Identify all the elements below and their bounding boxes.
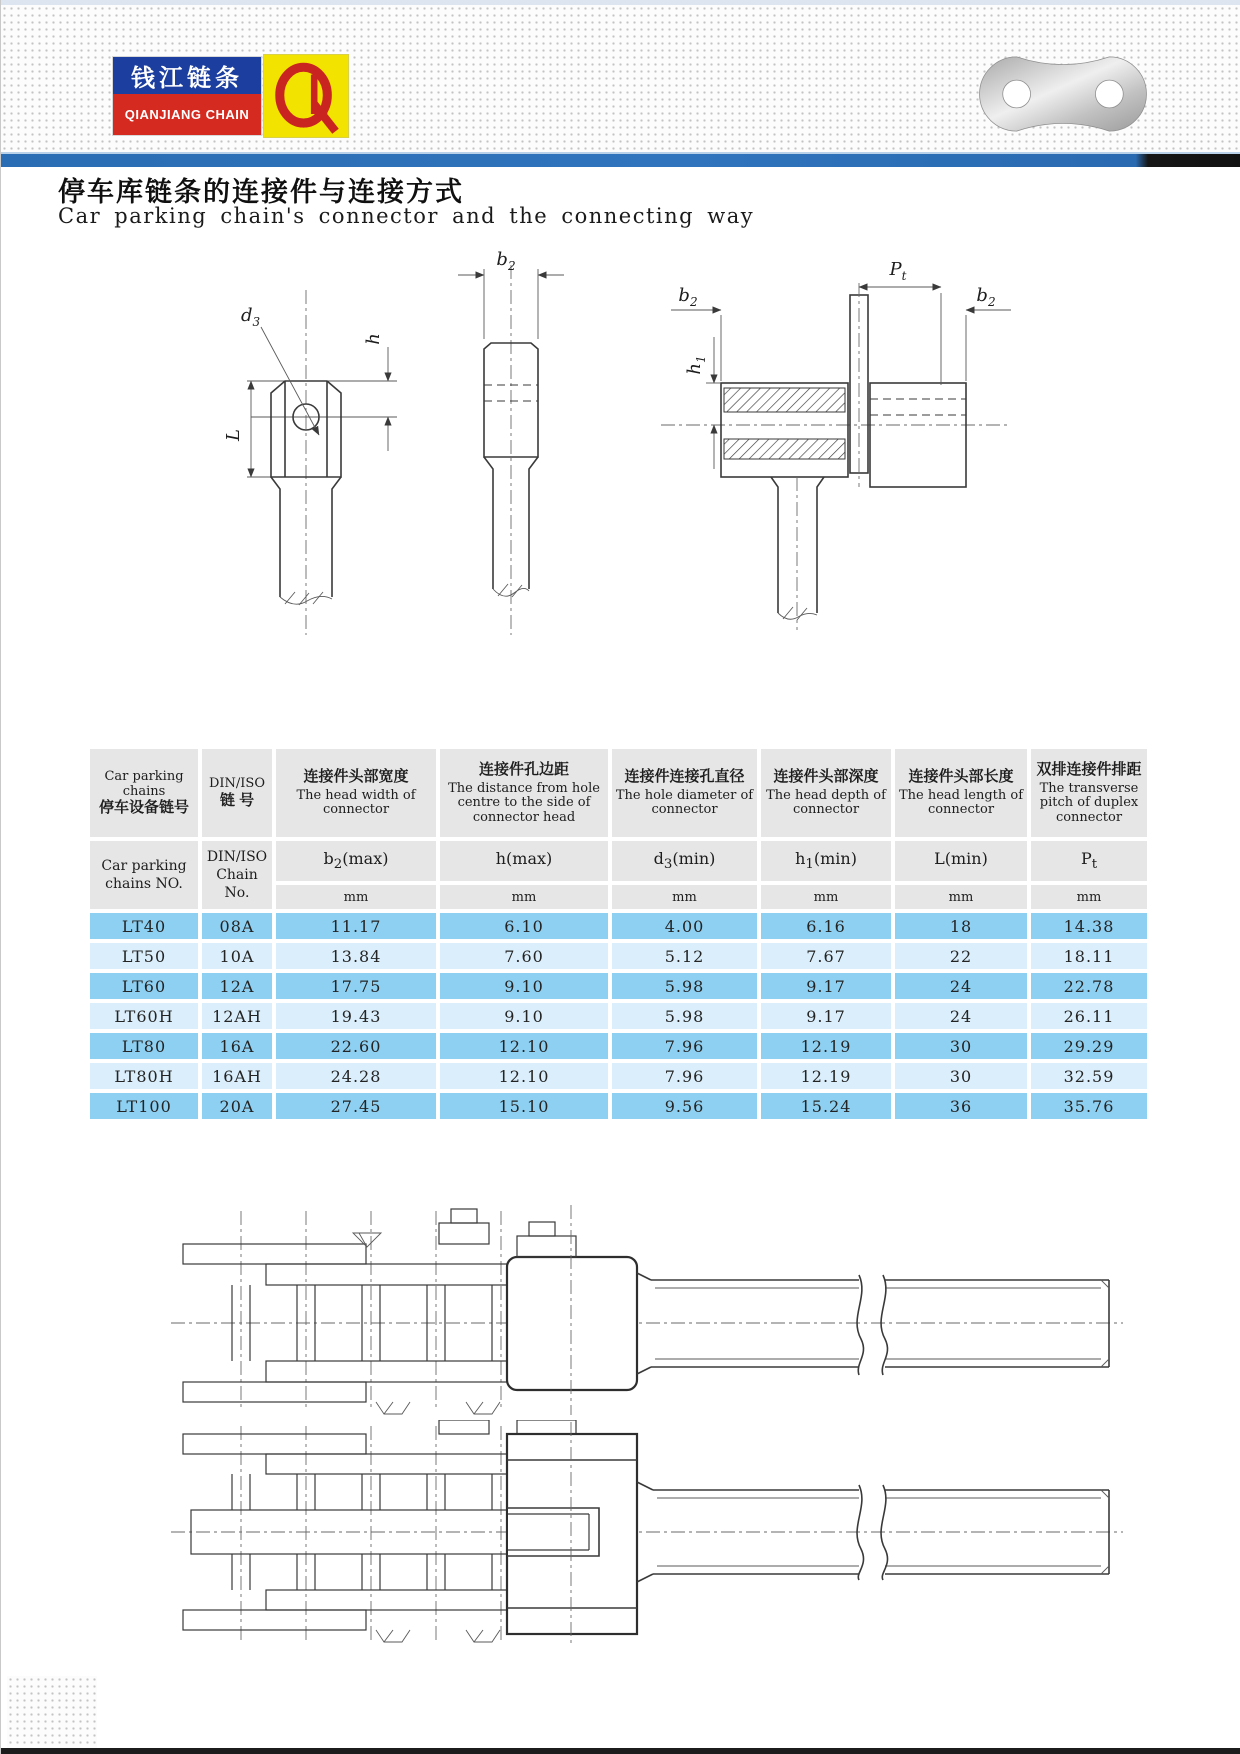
symbol-b2-base: b <box>323 849 334 869</box>
header-head-length <box>895 749 1027 837</box>
cell-b2: 11.17 <box>276 913 436 939</box>
cell-h: 12.10 <box>440 1033 608 1059</box>
cell-h: 9.10 <box>440 973 608 999</box>
cell-pt: 22.78 <box>1031 973 1147 999</box>
cell-d3: 7.96 <box>612 1033 757 1059</box>
cell-h: 9.10 <box>440 1003 608 1029</box>
cell-b2: 22.60 <box>276 1033 436 1059</box>
dim-label-b2-side <box>496 249 515 273</box>
divider-band <box>1 152 1240 167</box>
page-bottom-rule <box>1 1748 1240 1754</box>
cell-pt: 35.76 <box>1031 1093 1147 1119</box>
cell-L: 30 <box>895 1033 1027 1059</box>
header-col1-en: Car parking chains <box>104 769 184 799</box>
dim-label-d3 <box>241 305 261 329</box>
symbol-h1-base: h <box>795 849 806 869</box>
header-din-iso <box>202 749 272 837</box>
unit-d3: mm <box>612 885 757 909</box>
cell-d3: 4.00 <box>612 913 757 939</box>
cell-chain-no: LT40 <box>90 913 198 939</box>
corner-dot-texture <box>7 1676 97 1748</box>
cell-pt: 18.11 <box>1031 943 1147 969</box>
symbol-b2-max <box>276 841 436 881</box>
cell-din: 08A <box>202 913 272 939</box>
brand-logo-chinese: 钱江链条 <box>113 57 261 94</box>
cell-d3: 5.98 <box>612 1003 757 1029</box>
cell-chain-no: LT80H <box>90 1063 198 1089</box>
header-head-depth-en: The head depth of connector <box>766 787 886 818</box>
page-title-english: Car parking chain's connector and the connecting way <box>58 204 755 228</box>
symbol-b2-suffix: (max) <box>342 849 389 869</box>
cell-d3: 5.12 <box>612 943 757 969</box>
cell-b2: 13.84 <box>276 943 436 969</box>
symbol-d3-base: d <box>653 849 664 869</box>
connector-side-view-drawing <box>456 235 586 650</box>
table-row <box>90 913 1147 939</box>
unit-h: mm <box>440 885 608 909</box>
dim-label-h1-base: h <box>684 363 705 375</box>
cell-din: 12AH <box>202 1003 272 1029</box>
cell-h: 12.10 <box>440 1063 608 1089</box>
header-head-width <box>276 749 436 837</box>
unit-h1: mm <box>761 885 891 909</box>
header-din-chain-no: DIN/ISO Chain No. <box>202 841 272 909</box>
header-col1-zh: 停车设备链号 <box>98 799 189 817</box>
dim-label-h1 <box>684 355 708 374</box>
header-hole-edge-distance-en: The distance from hole centre to the side of connector head <box>448 780 600 825</box>
cell-L: 24 <box>895 1003 1027 1029</box>
dim-label-d3-sub: 3 <box>252 315 261 329</box>
cell-h1: 7.67 <box>761 943 891 969</box>
header-hole-edge-distance <box>440 749 608 837</box>
symbol-h1-min <box>761 841 891 881</box>
cell-chain-no: LT60H <box>90 1003 198 1029</box>
dim-label-b2-right <box>976 285 995 309</box>
cell-h1: 6.16 <box>761 913 891 939</box>
symbol-L-base: L <box>934 849 945 869</box>
dim-label-pt-sub: t <box>901 269 907 283</box>
dim-label-b2-sub: 2 <box>507 259 516 273</box>
table-row <box>90 943 1147 969</box>
cell-din: 16A <box>202 1033 272 1059</box>
cell-h1: 12.19 <box>761 1033 891 1059</box>
cell-b2: 24.28 <box>276 1063 436 1089</box>
symbol-d3-sub: 3 <box>663 857 673 873</box>
table-row <box>90 973 1147 999</box>
cell-din: 10A <box>202 943 272 969</box>
symbol-pt-sub: t <box>1091 857 1098 873</box>
symbol-h-max <box>440 841 608 881</box>
cell-L: 22 <box>895 943 1027 969</box>
dim-label-d3-base: d <box>241 305 253 326</box>
connector-spec-table <box>86 745 1151 1123</box>
header-transverse-pitch-zh: 双排连接件排距 <box>1036 760 1142 778</box>
cell-b2: 19.43 <box>276 1003 436 1029</box>
dim-label-b2-base: b <box>496 249 508 270</box>
cell-h: 6.10 <box>440 913 608 939</box>
cell-h: 7.60 <box>440 943 608 969</box>
header-col2-zh: 链 号 <box>219 791 255 809</box>
header-hole-diameter <box>612 749 757 837</box>
dim-label-L: L <box>223 429 244 441</box>
header-head-width-en: The head width of connector <box>296 787 416 818</box>
cell-L: 30 <box>895 1063 1027 1089</box>
connector-front-view-drawing <box>151 235 461 650</box>
ql-monogram-icon <box>264 55 348 137</box>
symbol-d3-suffix: (min) <box>672 849 716 869</box>
symbol-pt-base: P <box>1080 849 1092 869</box>
chain-link-plate-image <box>978 53 1148 135</box>
brand-logo-english: QIANJIANG CHAIN <box>113 94 261 135</box>
cell-chain-no: LT60 <box>90 973 198 999</box>
dim-label-pt-base: P <box>889 259 902 280</box>
header-head-depth-zh: 连接件头部深度 <box>773 768 879 786</box>
header-chains-no: Car parking chains NO. <box>90 841 198 909</box>
cell-din: 20A <box>202 1093 272 1119</box>
symbol-h1-sub: 1 <box>805 857 814 873</box>
cell-chain-no: LT50 <box>90 943 198 969</box>
cell-pt: 32.59 <box>1031 1063 1147 1089</box>
unit-L: mm <box>895 885 1027 909</box>
cell-d3: 9.56 <box>612 1093 757 1119</box>
dim-label-b2-right-base: b <box>976 285 988 306</box>
symbol-h-base: h <box>495 849 507 869</box>
header-transverse-pitch <box>1031 749 1147 837</box>
header-head-length-en: The head length of connector <box>898 787 1024 818</box>
symbol-h-suffix: (max) <box>506 849 553 869</box>
cell-L: 36 <box>895 1093 1027 1119</box>
header-car-parking-chains <box>90 749 198 837</box>
cell-L: 18 <box>895 913 1027 939</box>
symbol-b2-sub: 2 <box>333 857 343 873</box>
cell-L: 24 <box>895 973 1027 999</box>
cell-pt: 29.29 <box>1031 1033 1147 1059</box>
cell-b2: 17.75 <box>276 973 436 999</box>
symbol-d3-min <box>612 841 757 881</box>
dim-label-b2-left-sub: 2 <box>689 295 698 309</box>
symbol-L-suffix: (min) <box>944 849 988 869</box>
simplex-chain-assembly-drawing <box>171 1185 1131 1420</box>
table-row <box>90 1003 1147 1029</box>
dim-label-b2-right-sub: 2 <box>987 295 996 309</box>
table-row <box>90 1063 1147 1089</box>
cell-chain-no: LT80 <box>90 1033 198 1059</box>
cell-h: 15.10 <box>440 1093 608 1119</box>
header-head-width-zh: 连接件头部宽度 <box>303 768 409 786</box>
symbol-pt <box>1031 841 1147 881</box>
table-row <box>90 1093 1147 1119</box>
cell-din: 12A <box>202 973 272 999</box>
duplex-chain-assembly-drawing <box>171 1420 1131 1650</box>
header-hole-edge-distance-zh: 连接件孔边距 <box>478 760 569 778</box>
cell-h1: 9.17 <box>761 973 891 999</box>
symbol-L-min <box>895 841 1027 881</box>
dim-label-b2-left <box>678 285 697 309</box>
ql-monogram-drawing <box>264 55 348 137</box>
header-col2-en: DIN/ISO <box>208 776 265 792</box>
brand-logo <box>113 57 261 135</box>
page-header <box>1 0 1240 157</box>
cell-pt: 14.38 <box>1031 913 1147 939</box>
header-transverse-pitch-en: The transverse pitch of duplex connector <box>1039 780 1139 825</box>
page-title-chinese: 停车库链条的连接件与连接方式 <box>58 177 464 207</box>
header-head-length-zh: 连接件头部长度 <box>908 768 1014 786</box>
cell-h1: 9.17 <box>761 1003 891 1029</box>
dim-label-h: h <box>363 333 384 345</box>
header-hole-diameter-zh: 连接件连接孔直径 <box>624 768 745 786</box>
dim-label-pt <box>889 259 907 283</box>
cell-chain-no: LT100 <box>90 1093 198 1119</box>
cell-d3: 7.96 <box>612 1063 757 1089</box>
table-row <box>90 1033 1147 1059</box>
symbol-h1-suffix: (min) <box>813 849 857 869</box>
header-hole-diameter-en: The hole diameter of connector <box>615 787 754 818</box>
cell-b2: 27.45 <box>276 1093 436 1119</box>
cell-din: 16AH <box>202 1063 272 1089</box>
dim-label-b2-left-base: b <box>678 285 690 306</box>
unit-b2: mm <box>276 885 436 909</box>
cell-h1: 12.19 <box>761 1063 891 1089</box>
cell-h1: 15.24 <box>761 1093 891 1119</box>
header-head-depth <box>761 749 891 837</box>
dim-label-h1-sub: 1 <box>694 355 708 364</box>
duplex-connector-drawing <box>636 225 1016 650</box>
cell-d3: 5.98 <box>612 973 757 999</box>
cell-pt: 26.11 <box>1031 1003 1147 1029</box>
unit-pt: mm <box>1031 885 1147 909</box>
